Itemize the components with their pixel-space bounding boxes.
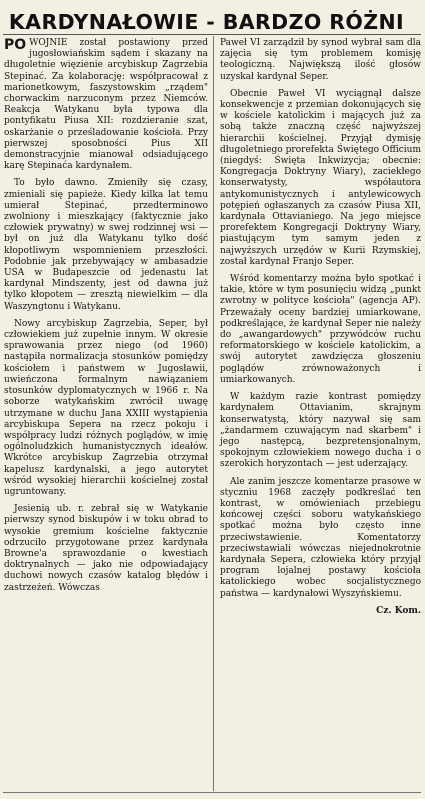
paragraph-1-text: WOJNIE został postawiony przed jugosłowiańskim sądem i skazany na długoletnie więzienie arcybiskup Zagrzebia Stepinać. Za kolaborację: współpracował z marionetkowym, faszystowskim „rządem" chorwackim narzuconym przez Niemców. Reakcja Watykanu była typowa dla pontyfikatu Piusa XII: rozdzieranie szat, oskarżanie o prześladowanie kościoła. Przy pierwszej sposobności Pius XII demonstracyjnie mianował odsiadującego karę Stepinaća kardynałem. (4, 38, 208, 172)
title-divider (3, 34, 421, 35)
paragraph-6: Obecnie Paweł VI wyciągnął dalsze konsekwencje z przemian dokonujących się w kościele katolickim i mających już za sobą także znaczną część najwyższej hierarchii kościelnej. Przyjął dymisję długoletniego prorefekta Świętego Officium (niegdyś: Święta Inkwizycja; obecnie: Kongregacja Doktryny Wiary), zaciekłego konserwatysty, współautora antykomunistycznych i antylewicowych potępień ogłaszanych za czasów Piusa XII, kardynała Ottavianiego. Na jego miejsce prorefektem Kongregacji Doktryny Wiary, piastującym tym samym jeden z najwyższych urzędów w Kurii Rzymskiej, został kardynał Franjo Seper. (220, 88, 421, 267)
column-divider (213, 36, 214, 791)
drop-cap: PO (4, 37, 27, 53)
paragraph-9: Ale zanim jeszcze komentarze prasowe w styczniu 1968 zaczęły podkreślać ten kontrast, w omówieniach przebiegu końcowej części soboru watykańskiego spotkać można było często inne przeciwstawienie. Komentatorzy przeciwstawiali wówczas niejednokrotnie kardynała Sepera, człowieka który przyjął program lojalnej postawy kościoła katolickiego wobec socjalistycznego państwa — kardynałowi Wyszyńskiemu. (220, 476, 421, 599)
paragraph-2: To było dawno. Zmieniły się czasy, zmieniali się papieże. Kiedy kilka lat temu umierał Stepinać, przedterminowo zwolniony i mieszkający (faktycznie jako człowiek prywatny) w swej rodzinnej wsi — był on już dla Watykanu tylko dość kłopotliwym wspomnieniem przeszłości. Podobnie jak przebywający w ambasadzie USA w Budapeszcie od jedenastu lat kardynał Mindszenty, jest od dawna już tylko kłopotem — zresztą niewielkim — dla Waszyngtonu i Watykanu. (4, 178, 208, 312)
paragraph-1 (4, 38, 208, 172)
paragraph-5: Paweł VI zarządził by synod wybrał sam dla zajęcia się tym problemem komisję teologiczną. Największą ilość głosów uzyskał kardynał Seper. (220, 38, 421, 82)
bottom-divider (3, 792, 421, 793)
left-column (4, 38, 208, 600)
author-signature: Cz. Kom. (376, 605, 421, 616)
paragraph-4: Jesienią ub. r. zebrał się w Watykanie pierwszy synod biskupów i w toku obrad to wysokie gremium kościelne faktycznie odrzuciło przygotowane przez kardynała Browne'a sprawozdanie o kwestiach doktrynalnych — jako nie odpowiadający duchowi nowych czasów katalog błędów i zastrzeżeń. Wówczas (4, 504, 208, 593)
right-column (220, 38, 421, 623)
paragraph-7: Wśród komentarzy można było spotkać i takie, które w tym posunięciu widzą „punkt zwrotny w polityce kościoła" (agencja AP). Przeważały oceny bardziej umiarkowane, podkreślające, że kardynał Seper nie należy do „awangardowych" przywódców ruchu reformatorskiego w kościele katolickim, a swój autorytet zawdzięcza głoszeniu poglądów zrównoważonych i umiarkowanych. (220, 274, 421, 385)
paragraph-8: W każdym razie kontrast pomiędzy kardynałem Ottavianim, skrajnym konserwatystą, który nazywał się sam „żandarmem czuwającym nad skarbem" i jego następcą, bezpretensjonalnym, spokojnym człowiekiem nowego ducha i o szerokich horyzontach — jest uderzający. (220, 392, 421, 470)
article-title: KARDYNAŁOWIE - BARDZO RÓŻNI (8, 10, 405, 34)
paragraph-3: Nowy arcybiskup Zagrzebia, Seper, był człowiekiem już zupełnie innym. W okresie sprawowania przez niego (od 1960) nastąpiła normalizacja stosunków pomiędzy kościołem i państwem w Jugosławii, uwieńczona formalnym nawiązaniem stosunków dyplomatycznych w 1966 r. Na soborze watykańskim zwrócił uwagę utrzymane w duchu Jana XXIII wystąpienia arcybiskupa Sepera na rzecz pokoju i współpracy ludzi różnych poglądów, w imię ogólnoludzkich humanistycznych ideałów. Wkrótce arcybiskup Zagrzebia otrzymał kapelusz kardynalski, a jego autorytet wśród wysokiej hierarchii kościelnej został ugruntowany. (4, 318, 208, 497)
